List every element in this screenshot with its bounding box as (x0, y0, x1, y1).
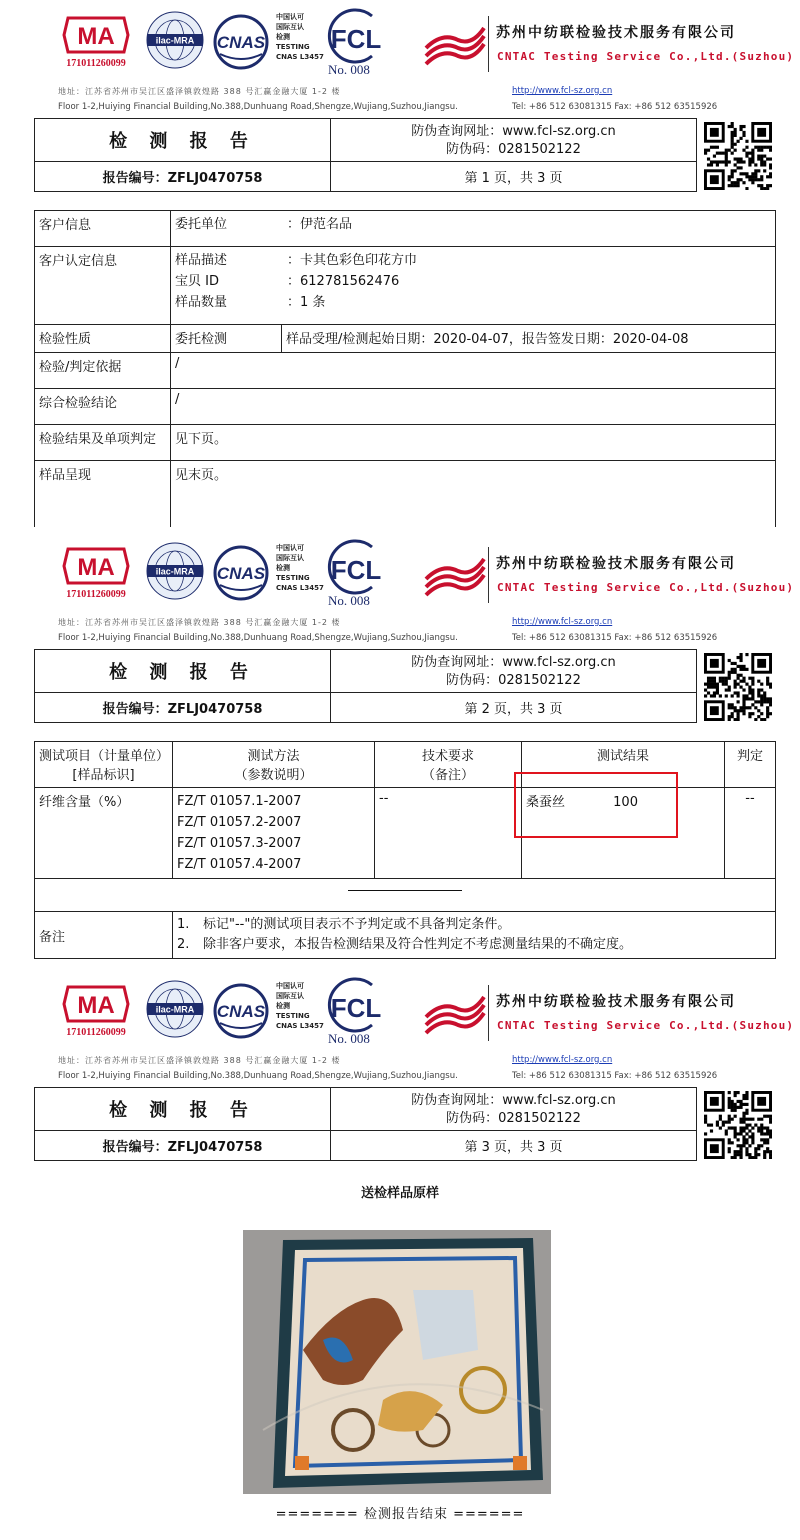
sample-presentation-value: 见末页。 (171, 461, 776, 527)
website-link[interactable]: http://www.fcl-sz.org.cn (512, 617, 613, 627)
cma-logo (58, 16, 134, 72)
qr-code-icon (704, 122, 772, 190)
page-indicator: 第 2 页，共 3 页 (330, 692, 697, 723)
svg-text:CNAS: CNAS (216, 33, 266, 52)
contact-phone: Tel: +86 512 63081315 Fax: +86 512 63515926 (512, 102, 718, 112)
website-link[interactable]: http://www.fcl-sz.org.cn (512, 86, 613, 96)
verify-url: 防伪查询网址：www.fcl-sz.org.cn (411, 655, 616, 670)
cma-logo (58, 547, 134, 603)
cma-logo (58, 985, 134, 1041)
svg-text:MA: MA (77, 23, 115, 50)
sample-photo-title: 送检样品原样 (360, 1186, 439, 1201)
end-of-results-line (348, 890, 462, 891)
page-indicator: 第 3 页，共 3 页 (330, 1130, 697, 1161)
company-name-cn: 苏州中纺联检验技术服务有限公司 (496, 994, 736, 1010)
svg-text:ilac-MRA: ilac-MRA (155, 566, 195, 577)
address-en: Floor 1-2,Huiying Financial Building,No.388,Dunhuang Road,Shengze,Wujiang,Suzhou,Jiangsu. (58, 102, 458, 112)
anti-counterfeit-info (330, 1087, 697, 1131)
customer-info-table (34, 210, 776, 527)
report-number: 报告编号：ZFLJ0470758 (34, 161, 331, 192)
page-1-header (0, 0, 800, 200)
col-test-item: 测试项目（计量单位） [样品标识] (35, 742, 173, 788)
svg-text:CNAS: CNAS (216, 564, 266, 583)
svg-text:MA: MA (77, 992, 115, 1019)
customer-label: 客户信息 (35, 211, 171, 247)
sample-description: 样品描述 ：卡其色彩色印花方巾 (175, 253, 418, 268)
result-value: 见下页。 (171, 425, 776, 461)
verify-url: 防伪查询网址：www.fcl-sz.org.cn (411, 1093, 616, 1108)
report-title: 检 测 报 告 (34, 649, 331, 693)
separator-row (35, 879, 776, 912)
result-label: 检验结果及单项判定 (35, 425, 171, 461)
header-divider (488, 16, 489, 72)
fcl-logo: FCL No. 008 (322, 8, 388, 80)
page-indicator: 第 1 页，共 3 页 (330, 161, 697, 192)
page-header (0, 969, 800, 1169)
accreditation-mark: 中国认可 国际互认 检测 TESTING CNAS L3457 (276, 13, 324, 61)
address-en: Floor 1-2,Huiying Financial Building,No.388,Dunhuang Road,Shengze,Wujiang,Suzhou,Jiangsu. (58, 633, 458, 643)
accreditation-mark: 中国认可 国际互认 检测 TESTING CNAS L3457 (276, 544, 324, 592)
inspection-dates: 样品受理/检测起始日期：2020-04-07，报告签发日期：2020-04-08 (282, 325, 776, 353)
svg-text:ilac-MRA: ilac-MRA (155, 35, 195, 46)
website-link[interactable]: http://www.fcl-sz.org.cn (512, 1055, 613, 1065)
report-title: 检 测 报 告 (34, 118, 331, 162)
company-name-en: CNTAC Testing Service Co.,Ltd.(Suzhou) (497, 1019, 795, 1032)
cma-number: 171011260099 (66, 589, 126, 600)
anti-counterfeit-info (330, 118, 697, 162)
fiber-percentage: 100 (613, 795, 638, 810)
col-requirement: 技术要求 （备注） (375, 742, 522, 788)
company-name-cn: 苏州中纺联检验技术服务有限公司 (496, 25, 736, 41)
report-end-marker: ======= 检测报告结束 ====== (275, 1507, 525, 1522)
product-id: 宝贝 ID ：612781562476 (175, 274, 400, 289)
ilac-logo (145, 979, 205, 1039)
verify-code: 防伪码：0281502122 (446, 1111, 581, 1126)
judgement-value: -- (725, 788, 776, 879)
notes-content: 1. 标记"--"的测试项目表示不予判定或不具备判定条件。 2. 除非客户要求，本报告检测结果及符合性判定不考虑测量结果的不确定度。 (173, 912, 776, 959)
verify-url: 防伪查询网址：www.fcl-sz.org.cn (411, 124, 616, 139)
contact-phone: Tel: +86 512 63081315 Fax: +86 512 63515926 (512, 633, 718, 643)
inspection-nature-label: 检验性质 (35, 325, 171, 353)
notes-row (35, 912, 776, 959)
ilac-logo (145, 541, 205, 601)
qr-code-icon (704, 653, 772, 721)
cma-number: 171011260099 (66, 1027, 126, 1038)
company-name-en: CNTAC Testing Service Co.,Ltd.(Suzhou) (497, 581, 795, 594)
cma-number: 171011260099 (66, 58, 126, 69)
inspection-nature-value: 委托检测 (171, 325, 282, 353)
fiber-content-item: 纤维含量（%） (35, 788, 173, 879)
conclusion-value: / (171, 389, 776, 425)
col-test-method: 测试方法 （参数说明） (173, 742, 375, 788)
fiber-name: 桑蚕丝 (526, 795, 566, 810)
page-2-header (0, 531, 800, 731)
customer-value: 委托单位 ：伊范名品 (171, 211, 776, 247)
confirm-info-values (171, 247, 776, 325)
verify-code: 防伪码：0281502122 (446, 673, 581, 688)
address-cn: 地址：江苏省苏州市吴江区盛泽镇敦煌路 388 号汇赢金融大厦 1-2 楼 (58, 87, 341, 96)
page-header (0, 0, 800, 200)
col-result: 测试结果 (522, 742, 725, 788)
report-header-table (34, 1087, 697, 1161)
contact-phone: Tel: +86 512 63081315 Fax: +86 512 63515926 (512, 1071, 718, 1081)
address-cn: 地址：江苏省苏州市吴江区盛泽镇敦煌路 388 号汇赢金融大厦 1-2 楼 (58, 1056, 341, 1065)
requirement-value: -- (375, 788, 522, 879)
sample-presentation-label: 样品呈现 (35, 461, 171, 527)
sample-photo (243, 1230, 551, 1494)
cnas-logo (210, 14, 272, 70)
cntac-logo (422, 983, 486, 1043)
report-title: 检 测 报 告 (34, 1087, 331, 1131)
ilac-logo (145, 10, 205, 70)
anti-counterfeit-info (330, 649, 697, 693)
svg-text:FCL: FCL (330, 24, 382, 54)
company-name-cn: 苏州中纺联检验技术服务有限公司 (496, 556, 736, 572)
svg-text:FCL: FCL (330, 555, 382, 585)
address-cn: 地址：江苏省苏州市吴江区盛泽镇敦煌路 388 号汇赢金融大厦 1-2 楼 (58, 618, 341, 627)
report-header-table (34, 118, 697, 192)
svg-text:CNAS: CNAS (216, 1002, 266, 1021)
confirm-info-label: 客户认定信息 (35, 247, 171, 325)
sample-quantity: 样品数量 ：1 条 (175, 295, 326, 310)
page-3-header (0, 969, 800, 1169)
basis-value: / (171, 353, 776, 389)
header-divider (488, 985, 489, 1041)
col-judgement: 判定 (725, 742, 776, 788)
test-methods: FZ/T 01057.1-2007 FZ/T 01057.2-2007 FZ/T 01057.3-2007 FZ/T 01057.4-2007 (173, 788, 375, 879)
notes-label: 备注 (35, 912, 173, 959)
report-number: 报告编号：ZFLJ0470758 (34, 692, 331, 723)
svg-text:ilac-MRA: ilac-MRA (155, 1004, 195, 1015)
cntac-logo (422, 14, 486, 74)
verify-code: 防伪码：0281502122 (446, 142, 581, 157)
page-header (0, 531, 800, 731)
cnas-logo (210, 983, 272, 1039)
qr-code-icon (704, 1091, 772, 1159)
cnas-logo (210, 545, 272, 601)
accreditation-mark: 中国认可 国际互认 检测 TESTING CNAS L3457 (276, 982, 324, 1030)
header-divider (488, 547, 489, 603)
fcl-logo: FCL No. 008 (322, 977, 388, 1049)
report-number: 报告编号：ZFLJ0470758 (34, 1130, 331, 1161)
basis-label: 检验/判定依据 (35, 353, 171, 389)
svg-text:FCL: FCL (330, 993, 382, 1023)
fcl-logo: FCL No. 008 (322, 539, 388, 611)
address-en: Floor 1-2,Huiying Financial Building,No.388,Dunhuang Road,Shengze,Wujiang,Suzhou,Jiangsu. (58, 1071, 458, 1081)
report-header-table (34, 649, 697, 723)
svg-text:MA: MA (77, 554, 115, 581)
conclusion-label: 综合检验结论 (35, 389, 171, 425)
highlight-box (514, 772, 678, 838)
cntac-logo (422, 545, 486, 605)
company-name-en: CNTAC Testing Service Co.,Ltd.(Suzhou) (497, 50, 795, 63)
